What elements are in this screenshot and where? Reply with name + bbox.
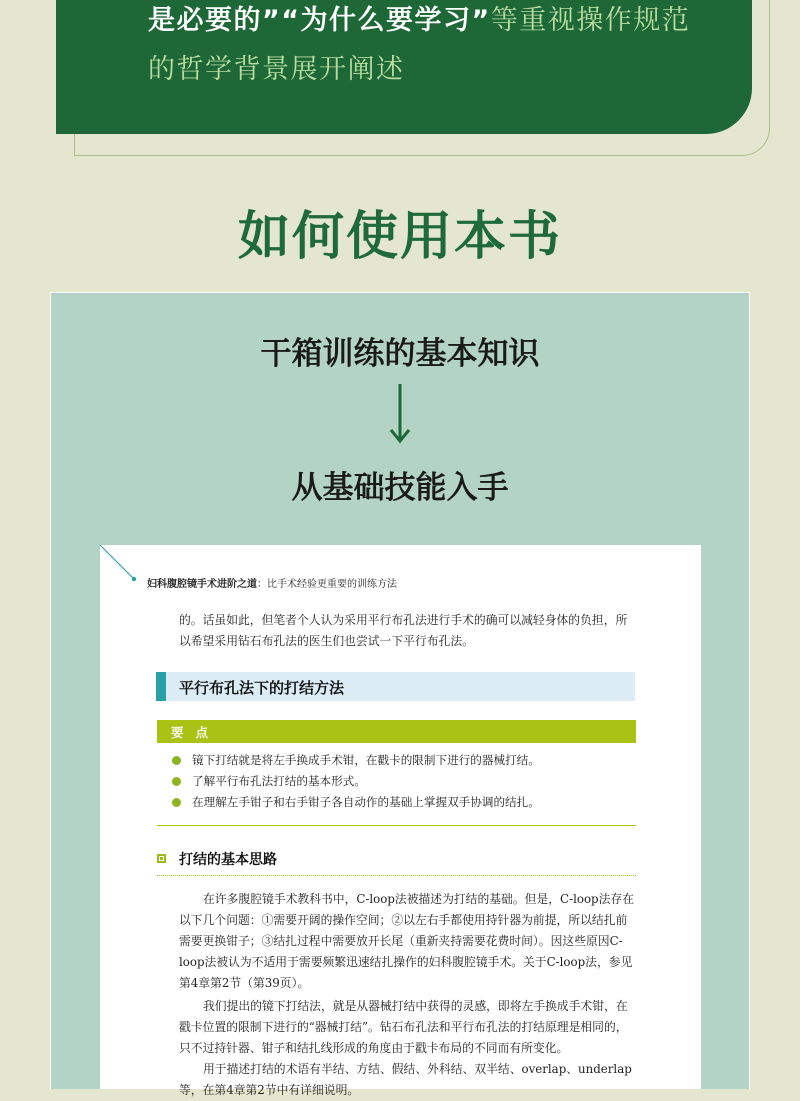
down-arrow-icon [388,382,412,444]
key-point-text: 了解平行布孔法打结的基本形式。 [192,774,366,788]
body-paragraph-2: 我们提出的镜下打结法，就是从器械打结中获得的灵感，即将左手换成手术钳，在戳卡位置的限制下进行的“器械打结”。钻石布孔法和平行布孔法的打结原理是相同的，只不过持针器、钳子和结扎线形成的角度由于戳卡布局的不同而有所变化。 [179,999,628,1055]
list-item [172,771,642,792]
running-head [147,575,397,590]
key-points-bar [157,720,636,743]
banner-line-1 [148,0,690,37]
section-heading-bar [156,672,635,701]
banner-bold-text: 是必要的”“为什么要学习” [148,5,491,36]
intro-paragraph: 的。话虽如此，但笔者个人认为采用平行布孔法进行手术的确可以减轻身体的负担，所以希望采用钻石布孔法的医生们也尝试一下平行布孔法。 [179,613,628,648]
key-points-divider [157,825,636,826]
list-item [172,750,642,771]
section-marker [156,672,166,701]
body-paragraph-3: 用于描述打结的术语有半结、方结、假结、外科结、双半结、overlap、underlap等，在第4章第2节中有详细说明。 [179,1062,632,1097]
body-paragraph-1: 在许多腹腔镜手术教科书中，C-loop法被描述为打结的基础。但是，C-loop法存在以下几个问题：①需要开阔的操作空间；②以左右手都使用持针器为前提，所以结扎前需要更换钳子；③结扎过程中需要放开长尾（重新夹持需要花费时间）。因这些原因C-loop法被认为不适用于需要频繁迅速结扎操作的妇科腹腔镜手术。关于C-loop法，参见第4章第2节（第39页）。 [179,892,634,990]
key-point-text: 在理解左手钳子和右手钳子各自动作的基础上掌握双手协调的结扎。 [192,795,540,809]
corner-decoration [100,545,140,585]
intro-banner [56,0,752,134]
subsection-heading [157,849,636,876]
subsection-title: 打结的基本思路 [179,852,277,868]
running-head-subtitle: ：比手术经验更重要的训练方法 [257,579,397,590]
bullet-icon [172,798,181,807]
key-point-text: 镜下打结就是将左手换成手术钳，在戳卡的限制下进行的器械打结。 [192,753,540,767]
section-title: 平行布孔法下的打结方法 [179,679,345,697]
bullet-icon [172,777,181,786]
running-head-title: 妇科腹腔镜手术进阶之道 [147,579,257,590]
key-points-list [172,750,642,813]
banner-line-2: 的哲学背景展开阐述 [148,54,405,85]
list-item [172,792,642,813]
square-bullet-icon [157,854,166,863]
flow-bottom-text: 从基础技能入手 [291,470,509,506]
book-page-sample [100,545,701,1097]
page-title: 如何使用本书 [237,207,562,267]
key-points-label: 要点 [171,725,221,740]
bullet-icon [172,756,181,765]
flow-top-text: 干箱训练的基本知识 [260,336,540,372]
banner-light-text: 等重视操作规范 [490,5,691,36]
